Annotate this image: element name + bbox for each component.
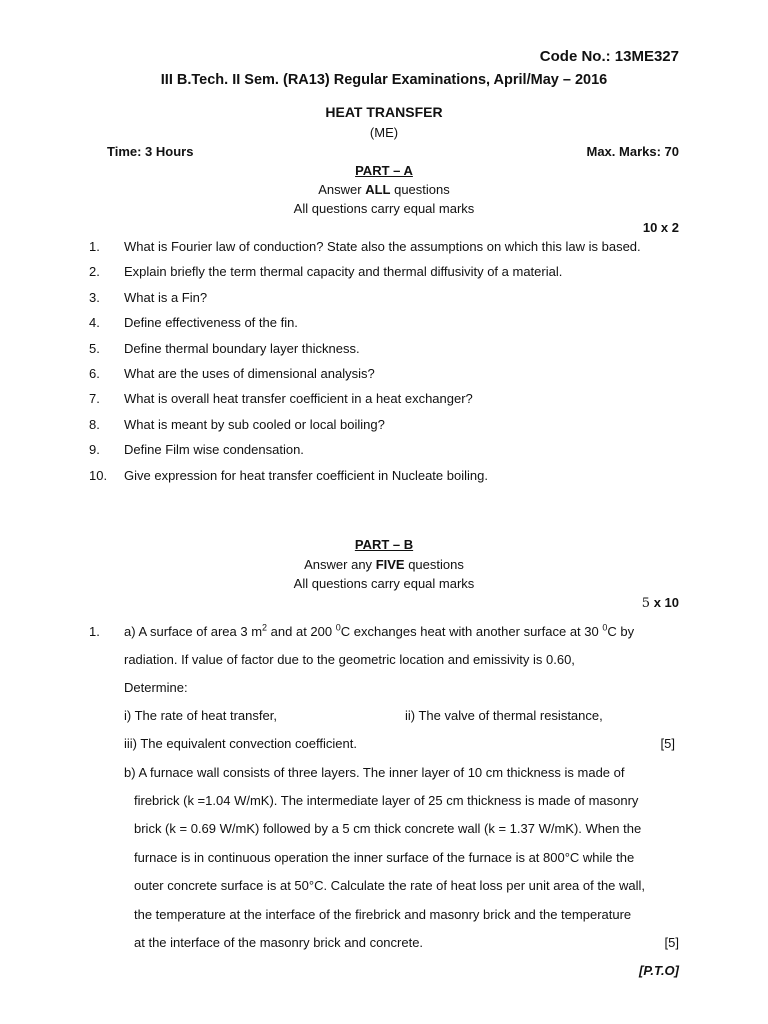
q1a-item-ii: ii) The valve of thermal resistance, — [405, 708, 603, 723]
part-b-instruction-post: questions — [404, 557, 464, 572]
q1a-marks: [5] — [660, 736, 675, 751]
question-number: 4. — [89, 315, 100, 330]
part-b-instruction-pre: Answer any — [304, 557, 376, 572]
question-text: What are the uses of dimensional analysis? — [124, 366, 375, 381]
q1b-marks: [5] — [664, 935, 679, 950]
part-b-question-number: 1. — [89, 624, 100, 639]
part-b-marks — [642, 595, 679, 611]
part-b-marks-rest: x 10 — [650, 595, 679, 610]
question-text: What is a Fin? — [124, 290, 208, 305]
exam-title: III B.Tech. II Sem. (RA13) Regular Examinations, April/May – 2016 — [160, 72, 608, 88]
q1b-line-2: firebrick (k =1.04 W/mK). The intermediate layer of 25 cm thickness is made of masonry — [134, 793, 639, 808]
question-text: Give expression for heat transfer coefficient in Nucleate boiling. — [124, 468, 488, 483]
question-text: What is meant by sub cooled or local boiling? — [124, 417, 385, 432]
q1b-line-6: the temperature at the interface of the firebrick and masonry brick and the temperature — [134, 907, 632, 922]
part-b-instruction-bold: FIVE — [375, 557, 405, 572]
q1b-line-5: outer concrete surface is at 50°C. Calculate the rate of heat loss per unit area of the wall, — [134, 878, 646, 893]
part-a-marks: 10 x 2 — [642, 220, 679, 235]
part-b-instruction-2: All questions carry equal marks — [293, 576, 475, 591]
q1a-text-part: a) A surface of area 3 m — [124, 624, 263, 639]
q1b-line-3: brick (k = 0.69 W/mK) followed by a 5 cm thick concrete wall (k = 1.37 W/mK). When the — [134, 821, 642, 836]
q1b-line-1: b) A furnace wall consists of three layers. The inner layer of 10 cm thickness is made of — [124, 765, 625, 780]
question-number: 1. — [89, 239, 100, 254]
question-number: 5. — [89, 341, 100, 356]
q1a-item-iii: iii) The equivalent convection coefficient. — [124, 736, 357, 751]
q1a-superscript: 2 — [262, 622, 268, 633]
question-number: 7. — [89, 391, 100, 406]
part-b-marks-number: 5 — [641, 596, 651, 611]
part-a-title: PART – A — [355, 163, 413, 178]
question-number: 9. — [89, 442, 100, 457]
question-text: What is Fourier law of conduction? State also the assumptions on which this law is based. — [124, 239, 641, 254]
question-text: Explain briefly the term thermal capacity and thermal diffusivity of a material. — [124, 264, 563, 279]
q1a-text-part: C by — [607, 624, 635, 639]
part-a-instruction — [0, 182, 768, 197]
time-label: Time: 3 Hours — [107, 144, 194, 159]
branch-label: (ME) — [369, 125, 399, 140]
part-a-instruction-bold: ALL — [365, 182, 391, 197]
q1a-superscript: 0 — [602, 622, 608, 633]
question-number: 2. — [89, 264, 100, 279]
q1a-text-part: and at 200 — [267, 624, 336, 639]
question-text: What is overall heat transfer coefficient in a heat exchanger? — [124, 391, 473, 406]
part-a-instruction-2: All questions carry equal marks — [293, 201, 475, 216]
page-turn-over-note: [P.T.O] — [639, 963, 679, 978]
max-marks-label: Max. Marks: 70 — [586, 144, 679, 159]
question-text: Define Film wise condensation. — [124, 442, 304, 457]
q1a-superscript: 0 — [335, 622, 341, 633]
subject-title: HEAT TRANSFER — [325, 104, 443, 120]
question-text: Define effectiveness of the fin. — [124, 315, 298, 330]
q1a-text-part: C exchanges heat with another surface at 30 — [340, 624, 603, 639]
question-number: 6. — [89, 366, 100, 381]
question-text: Define thermal boundary layer thickness. — [124, 341, 360, 356]
question-number: 3. — [89, 290, 100, 305]
part-b-title: PART – B — [354, 537, 414, 552]
part-a-instruction-pre: Answer — [318, 182, 366, 197]
q1b-line-7: at the interface of the masonry brick and concrete. — [134, 935, 424, 950]
part-b-instruction — [0, 557, 768, 572]
q1a-line-3: Determine: — [124, 680, 188, 695]
code-number: Code No.: 13ME327 — [539, 48, 679, 65]
question-number: 8. — [89, 417, 100, 432]
question-number: 10. — [89, 468, 108, 483]
part-a-instruction-post: questions — [390, 182, 450, 197]
q1a-item-i: i) The rate of heat transfer, — [124, 708, 277, 723]
q1b-line-4: furnace is in continuous operation the inner surface of the furnace is at 800°C while the — [134, 850, 635, 865]
q1a-line-1 — [124, 624, 634, 639]
q1a-line-2: radiation. If value of factor due to the geometric location and emissivity is 0.60, — [124, 652, 575, 667]
